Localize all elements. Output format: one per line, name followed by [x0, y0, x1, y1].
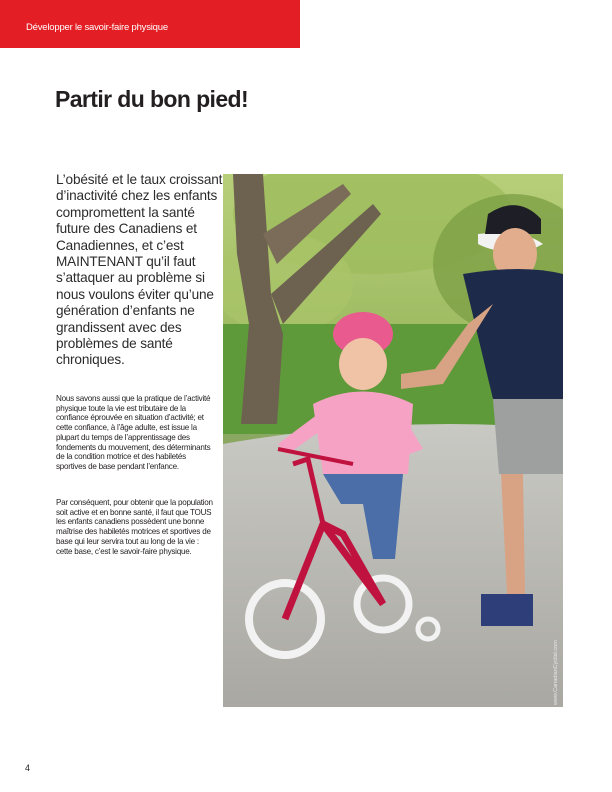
body-paragraph-1: Nous savons aussi que la pratique de l’activité physique toute la vie est tributaire de la confiance éprouvée en situation d’activité; et cette confiance, à l’âge adulte, est issue la plupart du temps de l’apprentissage des fondements du mouvement, des déterminants de la condition motrice et des habiletés sportives de base pendant l’enfance. — [56, 394, 211, 471]
photo-credit: www.CanadianCyclist.com — [553, 640, 559, 705]
section-label: Développer le savoir-faire physique — [26, 22, 168, 33]
page-title: Partir du bon pied! — [55, 86, 249, 112]
lead-paragraph: L’obésité et le taux croissant d’inactivité chez les enfants compromettent la santé future des Canadiens et Canadiennes, et c’est MAINTENANT qu’il faut s’attaquer au problème si nous voulons éviter qu’une génération d’enfants ne grandissent avec des problèmes de santé chroniques. — [56, 172, 223, 368]
body-paragraph-2: Par conséquent, pour obtenir que la population soit active et en bonne santé, il faut que TOUS les enfants canadiens possèdent une bonne maîtrise des habiletés motrices et sportives de base qui leur servira tout au long de la vie : cette base, c’est le savoir-faire physique. — [56, 498, 213, 556]
child-cycling-photo — [223, 174, 563, 707]
page-number: 4 — [25, 763, 31, 773]
section-banner — [0, 0, 300, 48]
